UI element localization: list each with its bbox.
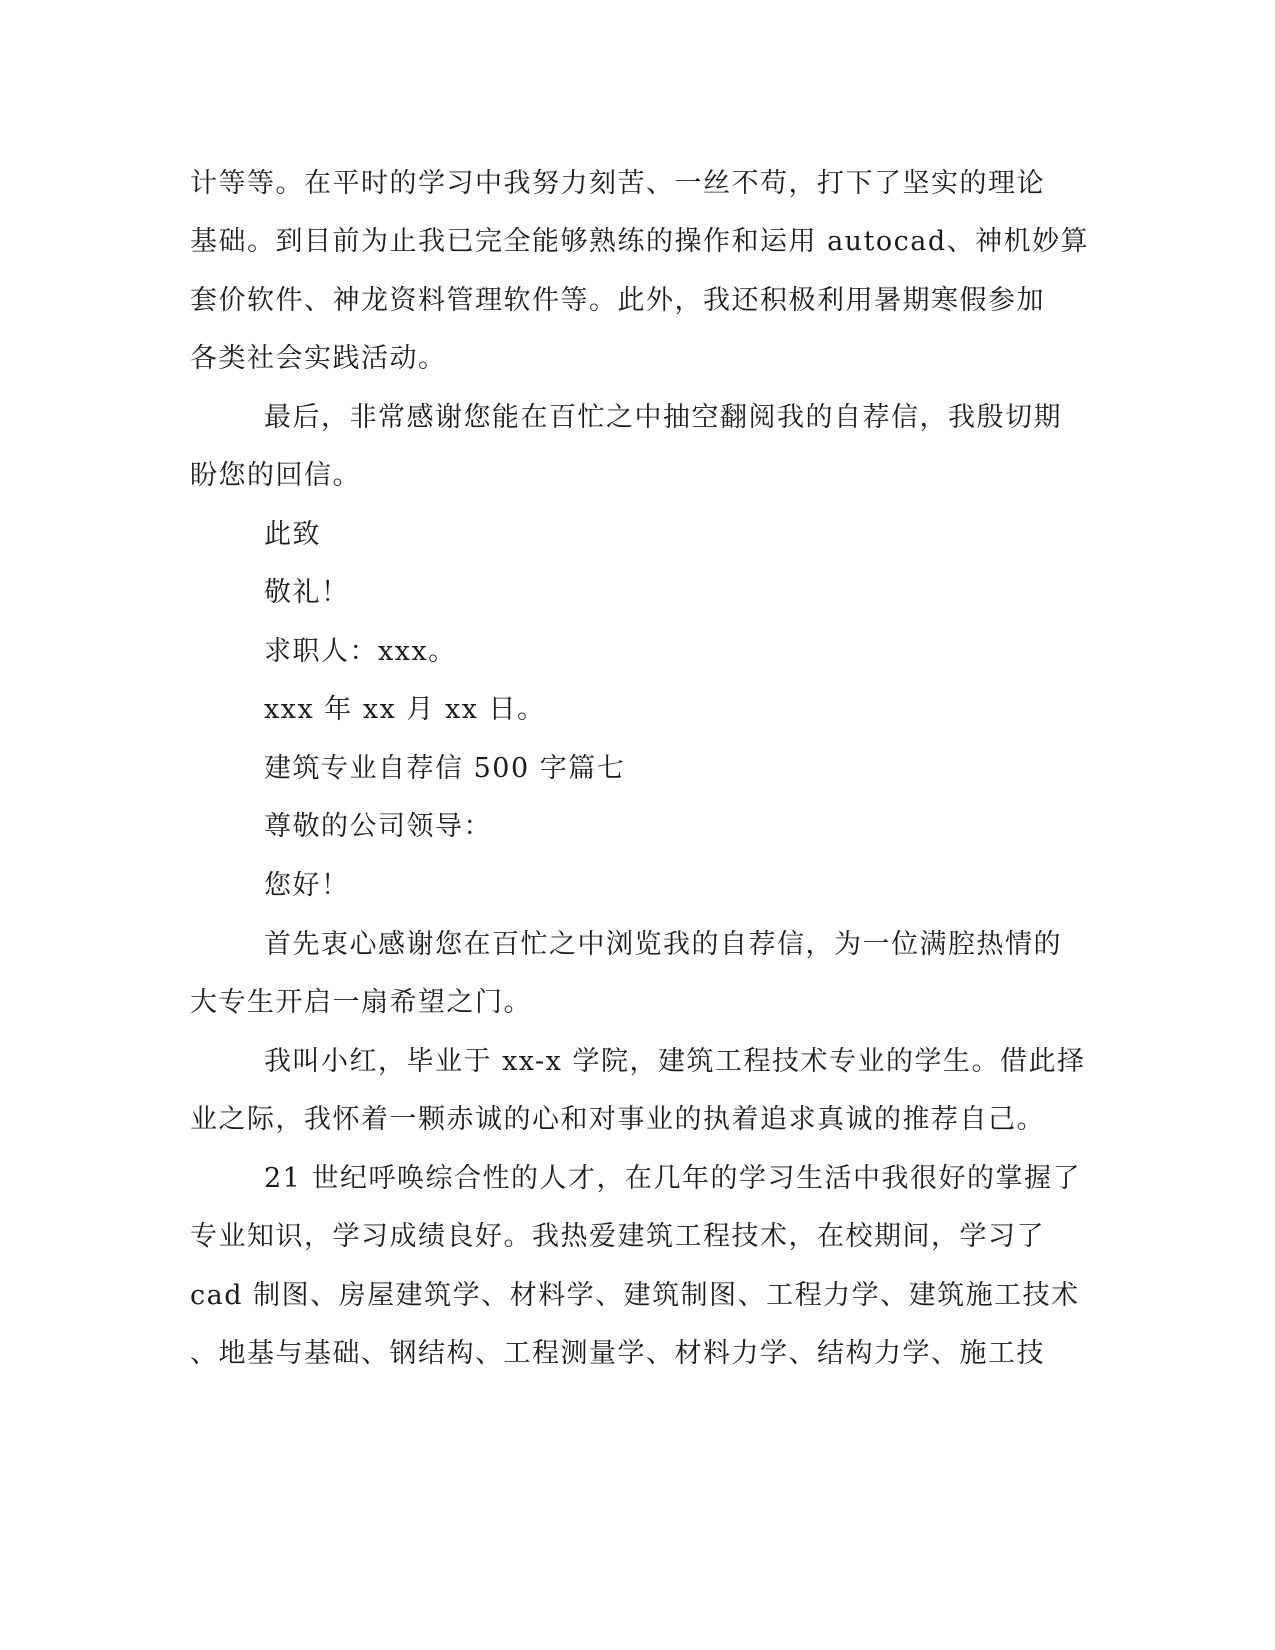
paragraph-line: 21 世纪呼唤综合性的人才，在几年的学习生活中我很好的掌握了 (264, 1163, 1081, 1194)
paragraph-line: 最后，非常感谢您能在百忙之中抽空翻阅我的自荐信，我殷切期 (264, 402, 1062, 433)
paragraph-line: cad 制图、房屋建筑学、材料学、建筑制图、工程力学、建筑施工技术 (190, 1280, 1080, 1311)
paragraph-line: 盼您的回信。 (190, 460, 361, 491)
letter-hello: 您好！ (264, 870, 350, 901)
applicant-name: 求职人：xxx。 (264, 636, 457, 667)
paragraph-line: 大专生开启一扇希望之门。 (190, 987, 532, 1018)
closing-respect: 敬礼！ (264, 577, 350, 608)
section-title: 建筑专业自荐信 500 字篇七 (264, 753, 626, 784)
paragraph-line: 、地基与基础、钢结构、工程测量学、材料力学、结构力学、施工技 (190, 1338, 1045, 1369)
paragraph-line: 套价软件、神龙资料管理软件等。此外，我还积极利用暑期寒假参加 (190, 285, 1045, 316)
closing-salutation: 此致 (264, 519, 321, 550)
paragraph-line: 专业知识，学习成绩良好。我热爱建筑工程技术，在校期间，学习了 (190, 1221, 1045, 1252)
paragraph-line: 计等等。在平时的学习中我努力刻苦、一丝不苟，打下了坚实的理论 (190, 168, 1045, 199)
paragraph-line: 各类社会实践活动。 (190, 343, 447, 374)
letter-date: xxx 年 xx 月 xx 日。 (264, 694, 546, 725)
letter-greeting: 尊敬的公司领导： (264, 811, 492, 842)
paragraph-line: 首先衷心感谢您在百忙之中浏览我的自荐信，为一位满腔热情的 (264, 929, 1062, 960)
paragraph-line: 基础。到目前为止我已完全能够熟练的操作和运用 autocad、神机妙算 (190, 226, 1090, 257)
paragraph-line: 业之际，我怀着一颗赤诚的心和对事业的执着追求真诚的推荐自己。 (190, 1104, 1045, 1135)
paragraph-line: 我叫小红，毕业于 xx-x 学院，建筑工程技术专业的学生。借此择 (264, 1046, 1086, 1077)
